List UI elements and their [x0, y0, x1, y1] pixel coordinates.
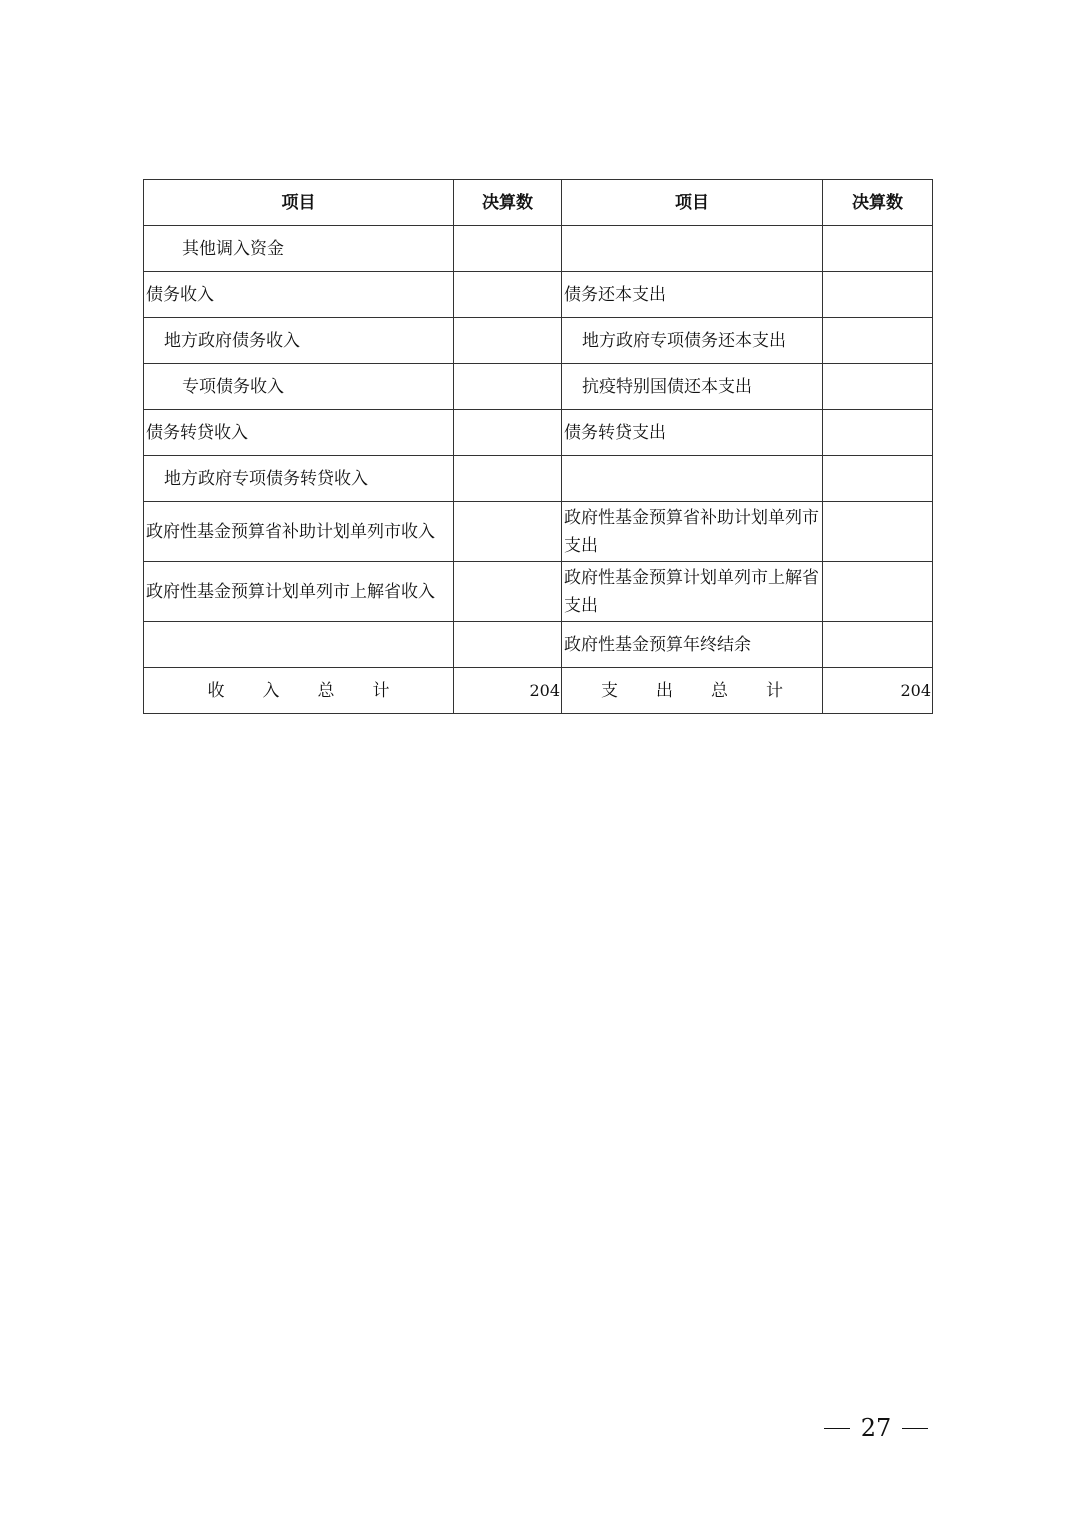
income-item-cell: 专项债务收入: [144, 364, 454, 410]
income-item-cell: 债务转贷收入: [144, 410, 454, 456]
income-amount-cell: [454, 622, 562, 668]
expense-total-char: 出: [656, 680, 673, 701]
expense-total-value: 204: [823, 668, 933, 714]
table-row: [144, 562, 933, 622]
income-amount-cell: [454, 410, 562, 456]
income-item-cell: 政府性基金预算计划单列市上解省收入: [144, 562, 454, 622]
income-amount-cell: [454, 226, 562, 272]
expense-amount-cell: [823, 318, 933, 364]
income-amount-cell: [454, 318, 562, 364]
table-row: [144, 226, 933, 272]
table-row: [144, 364, 933, 410]
header-income-amount: 决算数: [454, 180, 562, 226]
income-total-value: 204: [454, 668, 562, 714]
header-expense-amount: 决算数: [823, 180, 933, 226]
expense-item-cell: [562, 226, 823, 272]
expense-amount-cell: [823, 622, 933, 668]
expense-amount-cell: [823, 456, 933, 502]
expense-total-char: 计: [766, 680, 783, 701]
expense-amount-cell: [823, 562, 933, 622]
expense-item-cell: 债务转贷支出: [562, 410, 823, 456]
expense-total-char: 总: [711, 680, 728, 701]
expense-item-cell: 抗疫特别国债还本支出: [562, 364, 823, 410]
income-item-cell: 政府性基金预算省补助计划单列市收入: [144, 502, 454, 562]
expense-total-label: [562, 668, 823, 714]
table-row: [144, 622, 933, 668]
expense-item-cell: 政府性基金预算年终结余: [562, 622, 823, 668]
income-total-label: [144, 668, 454, 714]
table-row: [144, 456, 933, 502]
table-row: [144, 318, 933, 364]
income-amount-cell: [454, 272, 562, 318]
table-header-row: [144, 180, 933, 226]
income-amount-cell: [454, 456, 562, 502]
income-item-cell: 债务收入: [144, 272, 454, 318]
header-income-item: 项目: [144, 180, 454, 226]
table-row: [144, 502, 933, 562]
income-amount-cell: [454, 562, 562, 622]
expense-item-cell: 政府性基金预算省补助计划单列市支出: [562, 502, 823, 562]
page-number-dash-left: [824, 1428, 850, 1429]
income-item-cell: [144, 622, 454, 668]
income-item-cell: 其他调入资金: [144, 226, 454, 272]
income-total-char: 入: [262, 680, 280, 701]
income-item-cell: 地方政府专项债务转贷收入: [144, 456, 454, 502]
expense-item-cell: [562, 456, 823, 502]
page-number-text: 27: [860, 1414, 892, 1442]
page-number: [824, 1408, 928, 1448]
expense-amount-cell: [823, 272, 933, 318]
expense-total-char: 支: [601, 680, 618, 701]
table-row: [144, 410, 933, 456]
income-total-char: 总: [317, 680, 335, 701]
page-number-dash-right: [902, 1428, 928, 1429]
expense-item-cell: 政府性基金预算计划单列市上解省支出: [562, 562, 823, 622]
income-total-char: 收: [207, 680, 225, 701]
expense-item-cell: 地方政府专项债务还本支出: [562, 318, 823, 364]
total-row: [144, 668, 933, 714]
expense-amount-cell: [823, 410, 933, 456]
budget-table: [143, 179, 933, 714]
income-total-char: 计: [372, 680, 390, 701]
income-amount-cell: [454, 502, 562, 562]
expense-amount-cell: [823, 226, 933, 272]
expense-item-cell: 债务还本支出: [562, 272, 823, 318]
expense-amount-cell: [823, 364, 933, 410]
income-amount-cell: [454, 364, 562, 410]
income-item-cell: 地方政府债务收入: [144, 318, 454, 364]
table-row: [144, 272, 933, 318]
expense-amount-cell: [823, 502, 933, 562]
header-expense-item: 项目: [562, 180, 823, 226]
